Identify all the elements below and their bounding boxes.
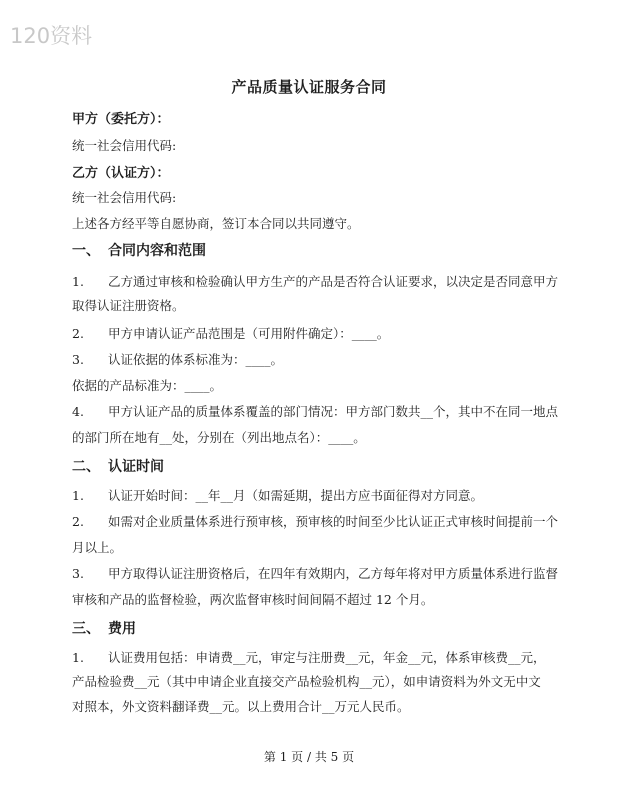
party-a-label: 甲方（委托方）： (72, 112, 170, 127)
clause-line: 1. 认证开始时间：__年__月（如需延期，提出方应书面征得对方同意。 (72, 488, 484, 503)
section-heading (72, 240, 206, 260)
clause-line: 3. 认证依据的体系标准为：____。 (72, 352, 284, 367)
clause-line: 对照本，外文资料翻译费__元。以上费用合计__万元人民币。 (72, 699, 410, 714)
section-number: 一、 (72, 243, 100, 259)
watermark: 120资料 (10, 24, 93, 48)
clause-line: 2. 甲方申请认证产品范围是（可用附件确定）：____。 (72, 326, 390, 341)
page-footer: 第 1 页 / 共 5 页 (263, 750, 355, 764)
section-title: 费用 (108, 621, 136, 637)
clause-line: 审核和产品的监督检验，两次监督审核时间间隔不超过 12 个月。 (72, 592, 434, 607)
clause-line: 的部门所在地有__处，分别在（列出地点名）：____。 (72, 430, 366, 445)
section-number: 三、 (72, 621, 100, 637)
document-title: 产品质量认证服务合同 (231, 78, 387, 96)
clause-line: 依据的产品标准为：____。 (72, 378, 223, 393)
section-title: 认证时间 (108, 459, 164, 475)
party-b-credit-code: 统一社会信用代码: (72, 190, 177, 205)
section-heading (72, 456, 164, 476)
clause-line: 1. 认证费用包括：申请费__元，审定与注册费__元，年金__元，体系审核费__元， (72, 650, 546, 665)
section-title: 合同内容和范围 (108, 243, 206, 259)
clause-line: 取得认证注册资格。 (72, 298, 185, 313)
party-a-credit-code: 统一社会信用代码: (72, 138, 177, 153)
party-b-label: 乙方（认证方）： (72, 166, 170, 181)
clause-line: 4. 甲方认证产品的质量体系覆盖的部门情况：甲方部门数共__个，其中不在同一地点 (72, 404, 559, 419)
section-heading (72, 618, 136, 638)
clause-line: 3. 甲方取得认证注册资格后，在四年有效期内，乙方每年将对甲方质量体系进行监督 (72, 566, 559, 581)
preamble: 上述各方经平等自愿协商，签订本合同以共同遵守。 (72, 216, 360, 231)
section-number: 二、 (72, 459, 100, 475)
clause-line: 1. 乙方通过审核和检验确认甲方生产的产品是否符合认证要求，以决定是否同意甲方 (72, 274, 559, 289)
clause-line: 2. 如需对企业质量体系进行预审核，预审核的时间至少比认证正式审核时间提前一个 (72, 514, 559, 529)
clause-line: 月以上。 (72, 540, 123, 555)
clause-line: 产品检验费__元（其中申请企业直接交产品检验机构__元），如申请资料为外文无中文 (72, 674, 541, 689)
